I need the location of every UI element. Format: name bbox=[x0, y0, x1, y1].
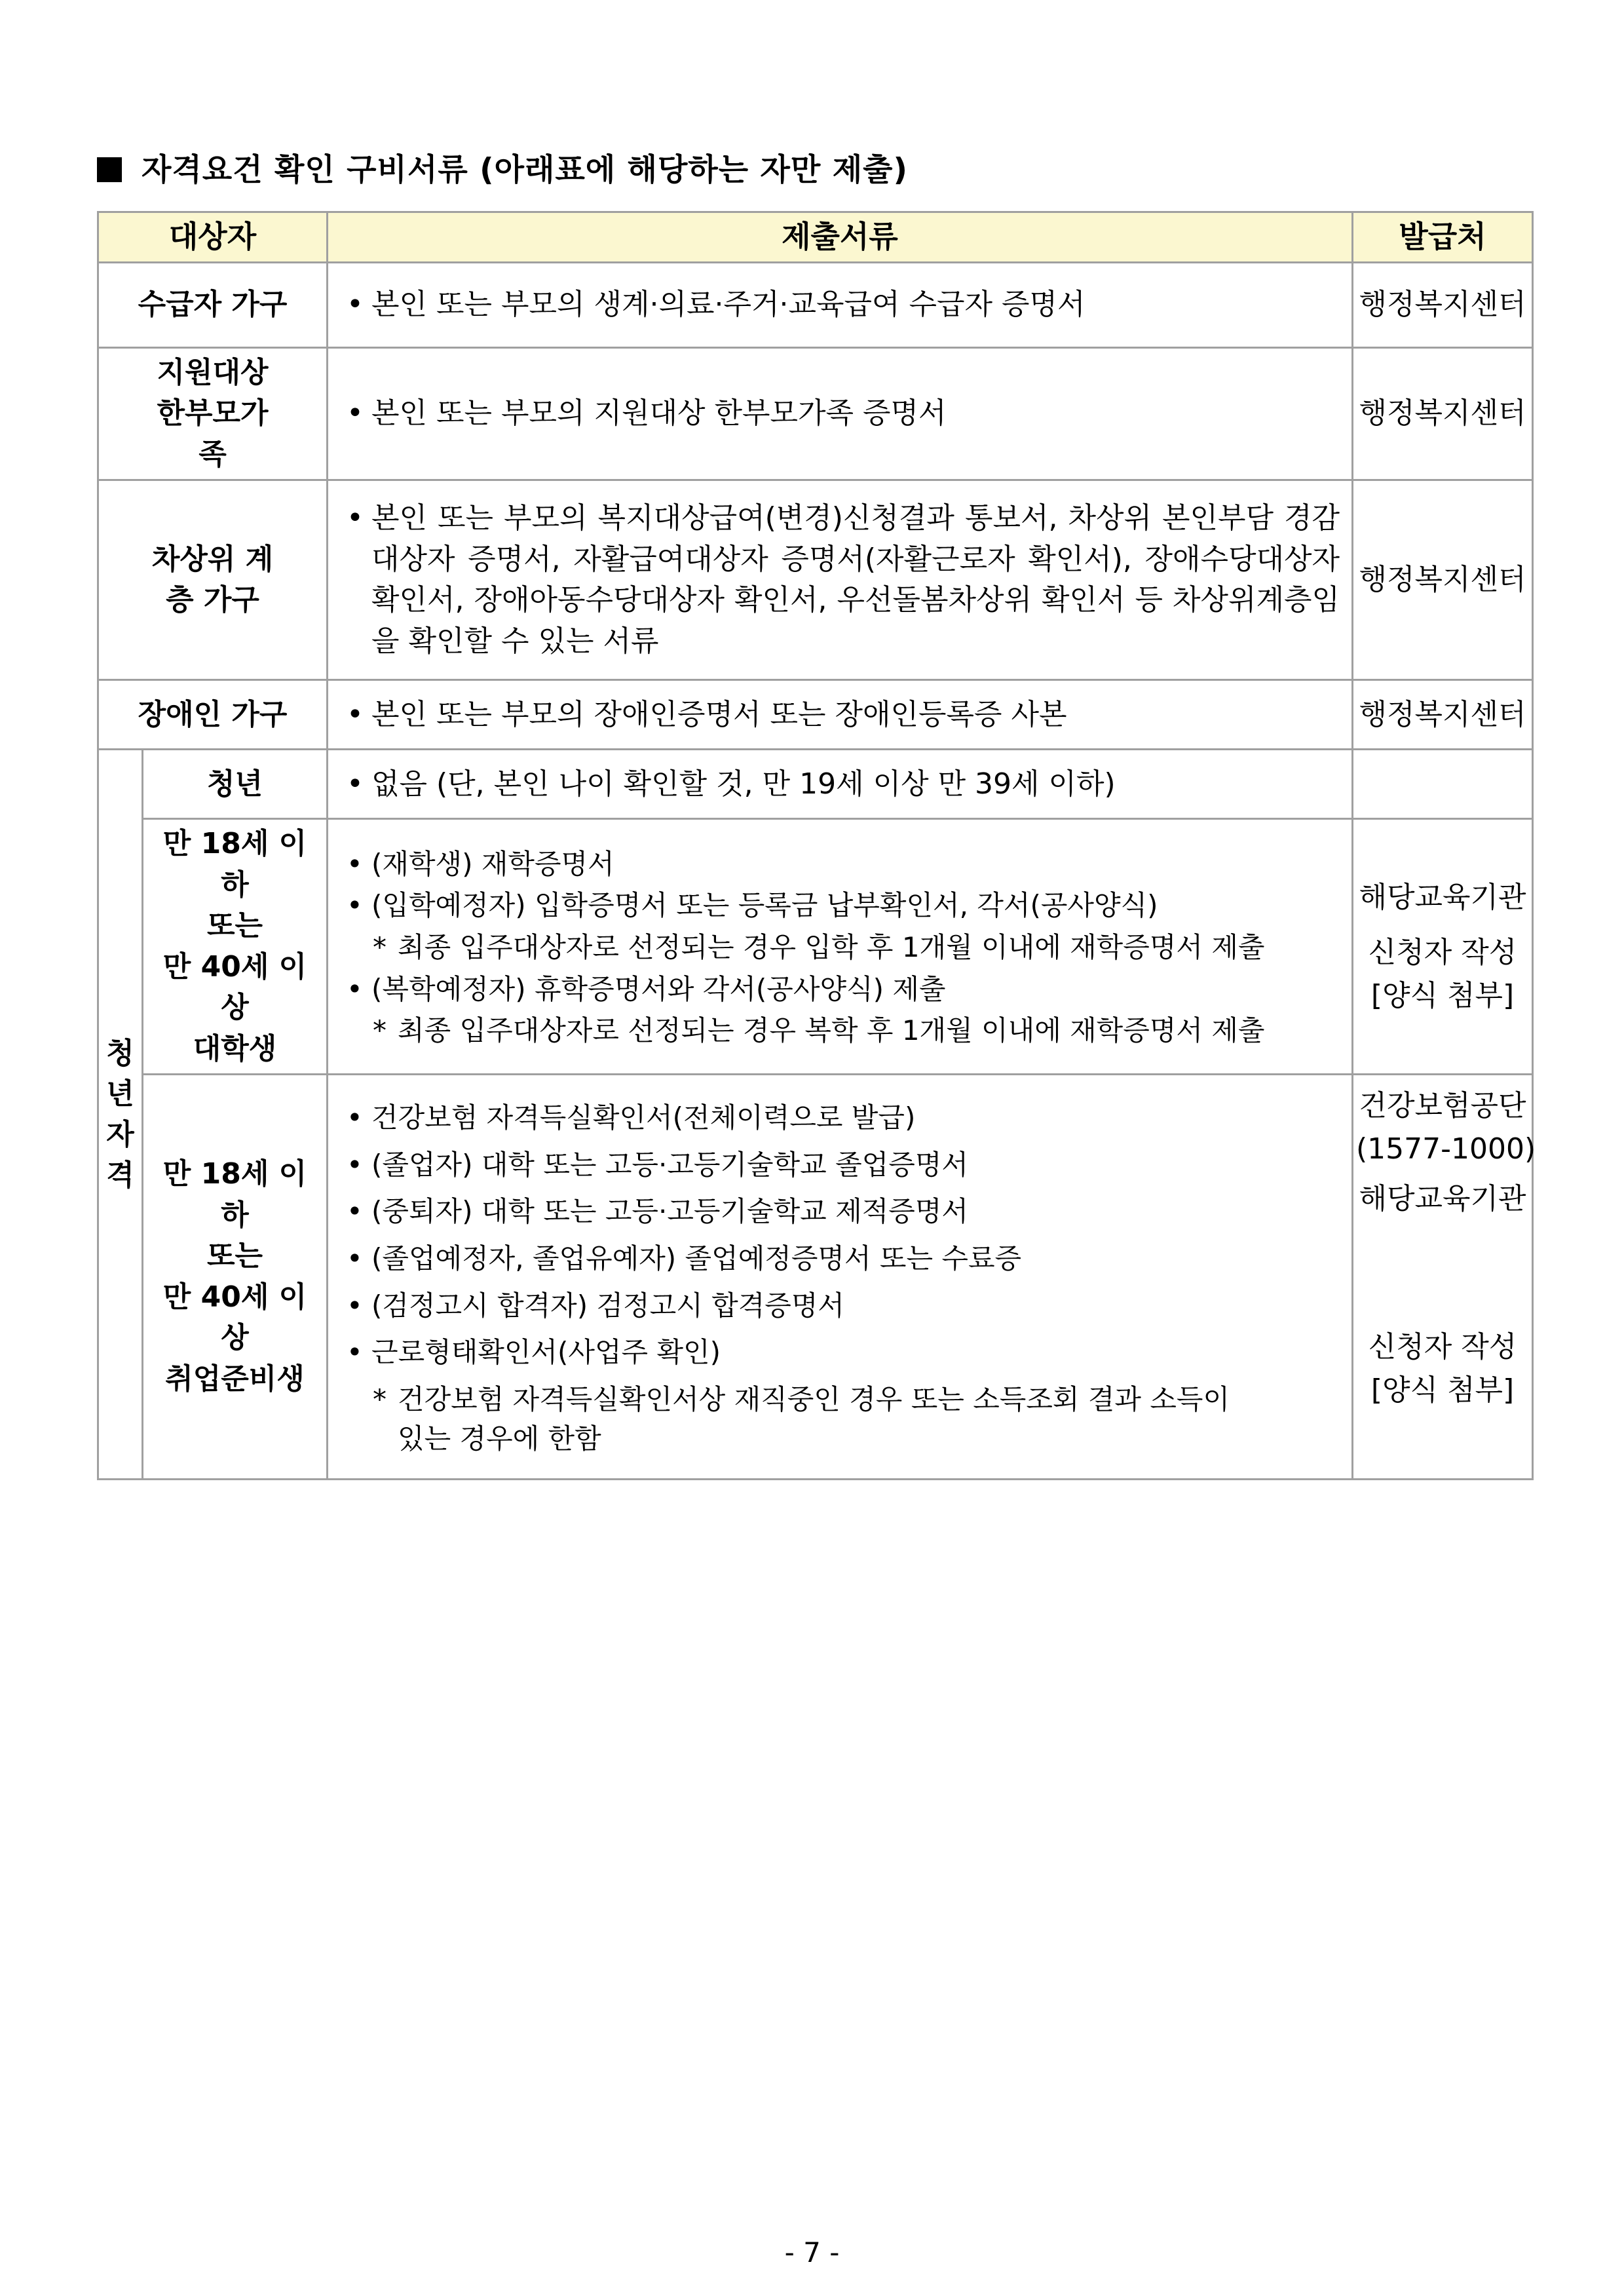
doc-item: • (검정고시 합격자) 검정고시 합격증명서 bbox=[344, 1286, 1340, 1326]
row-target bbox=[143, 819, 328, 1075]
table-row bbox=[98, 480, 1533, 680]
row-target bbox=[143, 1075, 328, 1480]
row-docs bbox=[328, 480, 1353, 680]
row-target-text: 지원대상 한부모가족 bbox=[157, 356, 269, 471]
row-target: 수급자 가구 bbox=[98, 263, 328, 348]
row-target bbox=[98, 348, 328, 480]
vertical-char: 청 bbox=[106, 1036, 134, 1070]
square-bullet-icon bbox=[97, 157, 122, 182]
requirements-table bbox=[97, 211, 1534, 1480]
section-heading-text: 자격요건 확인 구비서류 (아래표에 해당하는 자만 제출) bbox=[142, 152, 908, 188]
issuer-line: 해당교육기관 bbox=[1359, 880, 1526, 914]
doc-item: • (졸업자) 대학 또는 고등·고등기술학교 졸업증명서 bbox=[344, 1145, 1340, 1185]
doc-note bbox=[344, 928, 1340, 967]
row-target: 청년 bbox=[143, 750, 328, 819]
doc-note bbox=[344, 1380, 1340, 1458]
target-line: 만 40세 이상 bbox=[162, 949, 307, 1025]
doc-item: • 본인 또는 부모의 지원대상 한부모가족 증명서 bbox=[344, 393, 1340, 434]
table-row bbox=[98, 348, 1533, 480]
note-marker: * bbox=[373, 1383, 387, 1415]
table-header-row bbox=[98, 212, 1533, 263]
doc-item: • 없음 (단, 본인 나이 확인할 것, 만 19세 이상 만 39세 이하) bbox=[344, 764, 1340, 805]
issuer-line: 신청자 작성 bbox=[1368, 935, 1517, 969]
doc-item: • 근로형태확인서(사업주 확인) bbox=[344, 1333, 1340, 1372]
row-docs bbox=[328, 348, 1353, 480]
doc-item: • (재학생) 재학증명서 bbox=[344, 845, 1340, 884]
table-row bbox=[98, 263, 1533, 348]
doc-item: • 본인 또는 부모의 복지대상급여(변경)신청결과 통보서, 차상위 본인부담 경감 대상자 증명서, 자활급여대상자 증명서(자활근로자 확인서), 장애수당대상자 확인서, 장애아동수당대상자 확인서, 우선돌봄차상위 확인서 등 차상위계층임을 확인할 수 있는 서류 bbox=[344, 498, 1340, 662]
row-target bbox=[98, 480, 328, 680]
table-row bbox=[98, 819, 1533, 1075]
target-line: 만 18세 이하 bbox=[162, 827, 307, 902]
row-issuer: 행정복지센터 bbox=[1353, 263, 1533, 348]
doc-item: • 본인 또는 부모의 장애인증명서 또는 장애인등록증 사본 bbox=[344, 695, 1340, 735]
issuer-line: 해당교육기관 bbox=[1359, 1182, 1526, 1216]
row-docs bbox=[328, 263, 1353, 348]
table-row bbox=[98, 1075, 1533, 1480]
header-docs: 제출서류 bbox=[328, 212, 1353, 263]
note-text: 최종 입주대상자로 선정되는 경우 입학 후 1개월 이내에 재학증명서 제출 bbox=[398, 931, 1265, 963]
row-target-text: 차상위 계층 가구 bbox=[151, 542, 274, 617]
row-issuer bbox=[1353, 1075, 1536, 1480]
target-line: 만 40세 이상 bbox=[162, 1280, 307, 1355]
row-docs bbox=[328, 750, 1353, 819]
page-number: - 7 - bbox=[784, 2236, 840, 2268]
header-target: 대상자 bbox=[98, 212, 328, 263]
issuer-line: [양식 첨부] bbox=[1370, 978, 1515, 1012]
note-text: 건강보험 자격득실확인서상 재직중인 경우 또는 소득조회 결과 소득이 있는 경우에 한함 bbox=[398, 1383, 1230, 1455]
issuer-line: 신청자 작성 bbox=[1368, 1330, 1517, 1364]
target-line: 만 18세 이하 bbox=[162, 1157, 307, 1232]
doc-item: • (중퇴자) 대학 또는 고등·고등기술학교 제적증명서 bbox=[344, 1192, 1340, 1231]
table-row bbox=[98, 680, 1533, 750]
doc-item: • 본인 또는 부모의 생계·의료·주거·교육급여 수급자 증명서 bbox=[344, 284, 1340, 325]
doc-note bbox=[344, 1011, 1340, 1050]
row-docs bbox=[328, 1075, 1353, 1480]
target-line: 대학생 bbox=[193, 1031, 277, 1065]
target-line: 또는 bbox=[206, 1239, 263, 1273]
vertical-char: 격 bbox=[106, 1158, 134, 1192]
row-target: 장애인 가구 bbox=[98, 680, 328, 750]
issuer-line: 건강보험공단 bbox=[1359, 1089, 1526, 1123]
row-issuer bbox=[1353, 750, 1533, 819]
issuer-line: (1577-1000) bbox=[1356, 1132, 1536, 1166]
section-heading bbox=[97, 145, 908, 189]
target-line: 또는 bbox=[206, 909, 263, 943]
vertical-char: 년 bbox=[106, 1077, 134, 1111]
row-docs bbox=[328, 680, 1353, 750]
row-issuer: 행정복지센터 bbox=[1353, 680, 1533, 750]
youth-qualification-label bbox=[98, 750, 143, 1480]
row-issuer bbox=[1353, 819, 1533, 1075]
note-marker: * bbox=[373, 931, 387, 963]
table-row bbox=[98, 750, 1533, 819]
doc-item: • (복학예정자) 휴학증명서와 각서(공사양식) 제출 bbox=[344, 970, 1340, 1009]
doc-item: • (입학예정자) 입학증명서 또는 등록금 납부확인서, 각서(공사양식) bbox=[344, 886, 1340, 925]
row-docs bbox=[328, 819, 1353, 1075]
header-issuer: 발급처 bbox=[1353, 212, 1533, 263]
vertical-char: 자 bbox=[106, 1117, 134, 1151]
note-text: 최종 입주대상자로 선정되는 경우 복학 후 1개월 이내에 재학증명서 제출 bbox=[398, 1014, 1265, 1047]
row-issuer: 행정복지센터 bbox=[1353, 480, 1533, 680]
doc-item: • 건강보험 자격득실확인서(전체이력으로 발급) bbox=[344, 1098, 1340, 1138]
issuer-line: [양식 첨부] bbox=[1370, 1373, 1515, 1407]
doc-item: • (졸업예정자, 졸업유예자) 졸업예정증명서 또는 수료증 bbox=[344, 1239, 1340, 1278]
note-marker: * bbox=[373, 1014, 387, 1047]
target-line: 취업준비생 bbox=[165, 1362, 305, 1396]
row-issuer: 행정복지센터 bbox=[1353, 348, 1533, 480]
